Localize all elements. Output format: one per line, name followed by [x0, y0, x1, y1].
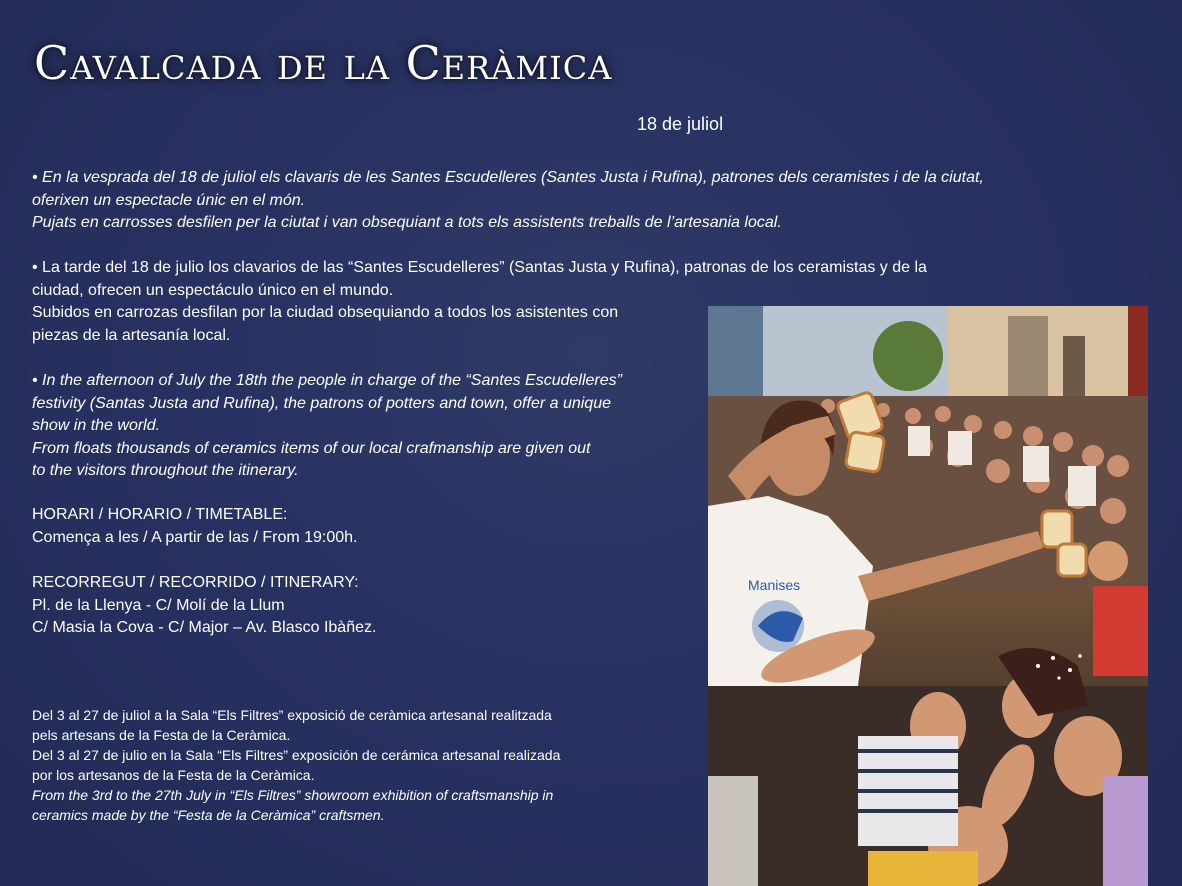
catalan-line: • En la vesprada del 18 de juliol els clavaris de les Santes Escudelleres (Santes Justa i Rufina), patrones dels ceramistes i de la ciutat,: [32, 169, 984, 186]
spanish-line: • La tarde del 18 de julio los clavarios de las “Santes Escudelleres” (Santas Justa y Rufina), patronas de los ceramistas y de la: [32, 259, 927, 276]
itinerary-line: Pl. de la Llenya - C/ Molí de la Llum: [32, 596, 285, 614]
festival-crowd-photo: [708, 306, 1148, 886]
exhibition-line: por los artesanos de la Festa de la Ceràmica.: [32, 767, 315, 783]
exhibition-line: pels artesans de la Festa de la Ceràmica.: [32, 727, 291, 743]
english-line: show in the world.: [32, 417, 161, 434]
catalan-line: oferixen un espectacle únic en el món.: [32, 191, 306, 209]
spanish-line: piezas de la artesanía local.: [32, 326, 231, 344]
event-date: 18 de juliol: [637, 114, 724, 134]
catalan-description: [32, 167, 984, 235]
spanish-line: ciudad, ofrecen un espectáculo único en el mundo.: [32, 281, 394, 299]
shirt-text: Manises: [748, 577, 801, 593]
english-line: • In the afternoon of July the 18th the people in charge of the “Santes Escudelleres”: [32, 372, 622, 389]
english-description: [32, 370, 622, 483]
itinerary-section: [32, 572, 376, 640]
english-line: From floats thousands of ceramics items of our local crafmanship are given out: [32, 439, 591, 457]
exhibition-line: Del 3 al 27 de juliol a la Sala “Els Filtres” exposició de ceràmica artesanal realitzada: [32, 707, 552, 723]
exhibition-line: ceramics made by the “Festa de la Ceràmica” craftsmen.: [32, 807, 385, 823]
english-line: to the visitors throughout the itinerary.: [32, 462, 299, 479]
photo-illustration: [708, 306, 1148, 886]
page-title: Cavalcada de la Ceràmica: [34, 36, 613, 90]
catalan-line: Pujats en carrosses desfilen per la ciutat i van obsequiant a tots els assistents treballs de l’artesania local.: [32, 214, 782, 231]
spanish-line: Subidos en carrozas desfilan por la ciudad obsequiando a todos los asistentes con: [32, 304, 619, 321]
timetable-heading: HORARI / HORARIO / TIMETABLE:: [32, 506, 288, 523]
exhibition-line: Del 3 al 27 de julio en la Sala “Els Filtres” exposición de cerámica artesanal realizada: [32, 747, 561, 763]
itinerary-heading: RECORREGUT / RECORRIDO / ITINERARY:: [32, 574, 359, 591]
timetable-value: Comença a les / A partir de las / From 19:00h.: [32, 528, 358, 546]
english-line: festivity (Santas Justa and Rufina), the patrons of potters and town, offer a unique: [32, 394, 611, 412]
exhibition-line: From the 3rd to the 27th July in “Els Filtres” showroom exhibition of craftsmanship in: [32, 787, 554, 803]
exhibition-note: [32, 705, 560, 825]
timetable-section: [32, 504, 358, 549]
itinerary-line: C/ Masia la Cova - C/ Major – Av. Blasco Ibàñez.: [32, 619, 377, 636]
